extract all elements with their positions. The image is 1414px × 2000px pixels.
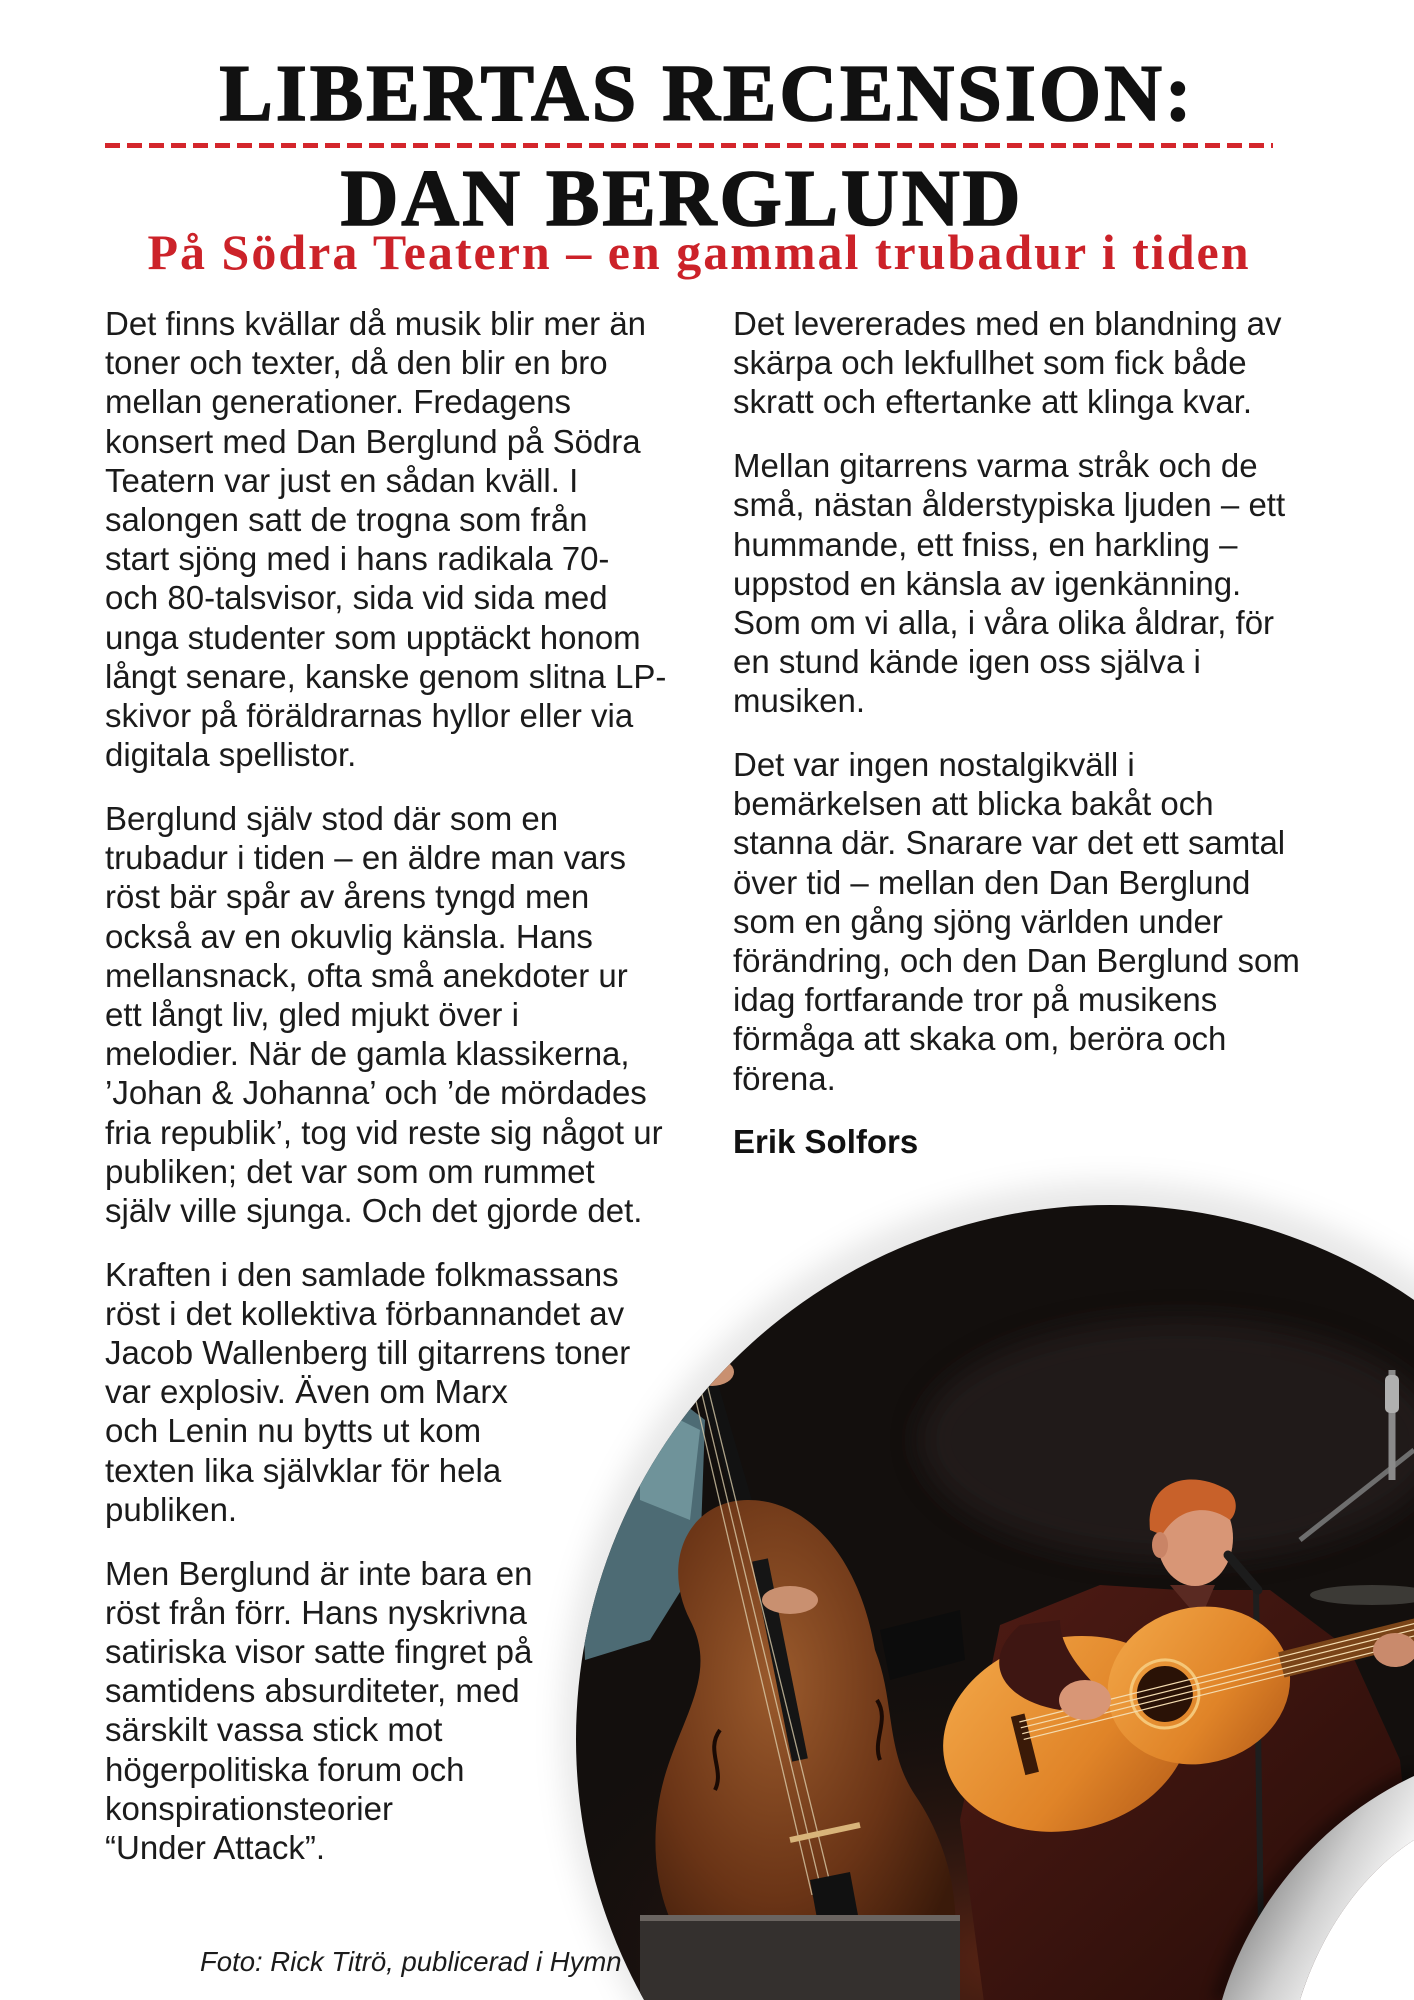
- article-paragraph: Kraften i den samlade folkmassans röst i det kollektiva förbannandet av Jacob Wallenberg till gitarrens toner var explosiv. Även om Marx och Lenin nu bytts ut kom texten lika självklar för hela publiken.: [105, 1255, 631, 1528]
- article-paragraph: Men Berglund är inte bara en röst från förr. Hans nyskrivna satiriska visor satte fingret på samtidens absurditeter, med särskilt vassa stick mot högerpolitiska forum och konspirationsteorier “Under Attack”.: [105, 1554, 533, 1867]
- article-paragraph: Det var ingen nostalgikväll i bemärkelsen att blicka bakåt och stanna där. Snarare var det ett samtal över tid – mellan den Dan Berglund som en gång sjöng världen under förändring, och den Dan Berglund som idag fortfarande tror på musikens förmåga att skaka om, beröra och förena.: [733, 746, 1300, 1097]
- mic-head-right: [1385, 1375, 1399, 1413]
- amplifier: [640, 1915, 960, 2000]
- amplifier-edge: [640, 1915, 960, 1921]
- singer-ear: [1152, 1532, 1168, 1558]
- author-byline: Erik Solfors: [733, 1123, 919, 1161]
- article-left-column: [105, 304, 666, 1892]
- article-paragraph: Det finns kvällar då musik blir mer än toner och texter, då den blir en bro mellan generationer. Fredagens konsert med Dan Berglund på Södra Teatern var just en sådan kväll. I salongen satt de trogna som från start sjöng med i hans radikala 70- och 80-talsvisor, sida vid sida med unga studenter som upptäckt honom långt senare, kanske genom slitna LP- skivor på föräldrarnas hyllor eller via digitala spellistor.: [105, 305, 667, 774]
- bass-player-hand-lower: [762, 1586, 818, 1614]
- singer-strumming-hand: [1059, 1680, 1111, 1720]
- photo-caption: Foto: Rick Titrö, publicerad i Hymn: [200, 1946, 622, 1977]
- article-paragraph: Mellan gitarrens varma stråk och de små, nästan ålderstypiska ljuden – ett hummande, ett fniss, en harkling – uppstod en känsla av igenkänning. Som om vi alla, i våra olika åldrar, för en stund kände igen oss själva i musiken.: [733, 447, 1286, 720]
- article-right-column: [733, 304, 1300, 1162]
- article-paragraph: Berglund själv stod där som en trubadur i tiden – en äldre man vars röst bär spår av årens tyngd men också av en okuvlig känsla. Hans mellansnack, ofta små anekdoter ur ett långt liv, gled mjukt över i melodier. När de gamla klassikerna, ’Johan & Johanna’ och ’de mördades fria republik’, tog vid reste sig något ur publiken; det var som om rummet själv ville sjunga. Och det gjorde det.: [105, 799, 663, 1229]
- red-dashed-divider: [105, 143, 1273, 148]
- page-title-line1: LIBERTAS RECENSION:: [219, 50, 1195, 138]
- page-title-line2: DAN BERGLUND: [340, 155, 1024, 243]
- article-paragraph: Det levererades med en blandning av skärpa och lekfullhet som fick både skratt och eftertanke att klinga kvar.: [733, 305, 1282, 421]
- subtitle: På Södra Teatern – en gammal trubadur i tiden: [147, 224, 1251, 280]
